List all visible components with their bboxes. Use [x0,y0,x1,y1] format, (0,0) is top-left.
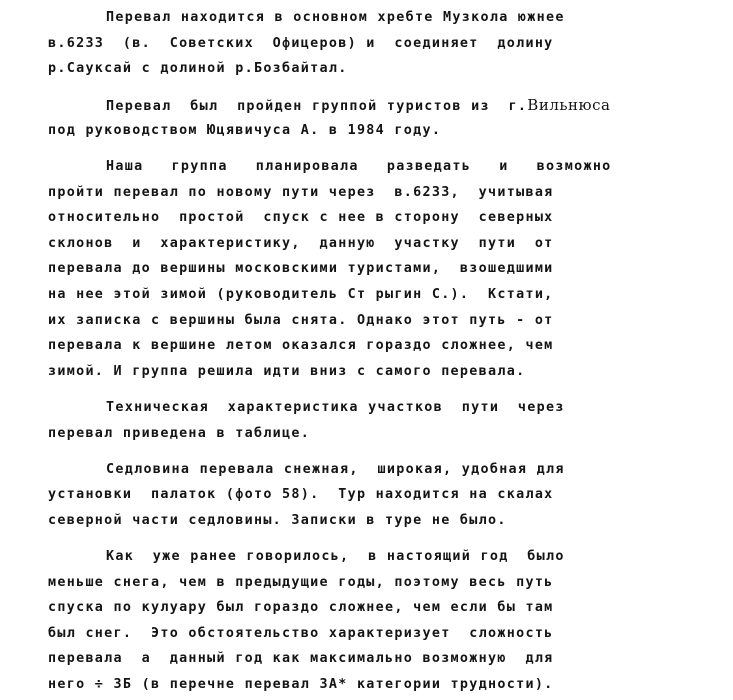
line-text: склонов и характеристику, данную участку пути от [48,235,554,251]
line-text: в.6233 (в. Советских Офицеров) и соединяет долину [48,35,554,51]
line-text: северной части седловины. Записки в туре не было. [48,512,507,528]
text-line [48,308,733,334]
text-line [48,595,733,621]
text-line [48,118,733,144]
text-line [106,395,733,421]
text-line [48,31,733,57]
line-text: под руководством Юцявичуса А. в 1984 году. [48,122,442,138]
text-line [48,56,733,82]
line-text: меньше снега, чем в предыдущие годы, поэтому весь путь [48,574,554,590]
line-text: перевал приведена в таблице. [48,425,311,441]
text-line [48,180,733,206]
text-line [48,282,733,308]
line-text: их записка с вершины была снята. Однако этот путь - от [48,312,554,328]
line-text: пройти перевал по новому пути через в.6233, учитывая [48,184,554,200]
line-text: был снег. Это обстоятельство характеризует сложность [48,625,554,641]
text-line [48,508,733,534]
text-line [106,457,733,483]
text-line [48,672,733,698]
text-line [48,359,733,385]
line-text: Перевал был пройден группой туристов из г. [106,99,528,115]
text-line [48,231,733,257]
text-line [106,154,733,180]
line-text: него ÷ 3Б (в перечне перевал 3А* категории трудности). [48,676,554,692]
text-line [48,482,733,508]
line-text: на нее этой зимой (руководитель Ст рыгин С.). Кстати, [48,287,554,302]
text-line [48,621,733,647]
text-line [48,256,733,282]
line-text: Седловина перевала снежная, широкая, удобная для [106,461,565,477]
text-line [48,646,733,672]
line-text: относительно простой спуск с нее в сторону северных [48,210,554,226]
line-text: перевала до вершины московскими туристами, взошедшими [48,261,554,277]
text-line [106,5,733,31]
handwritten-insert: Вильнюса [527,96,611,115]
line-text: р.Сауксай с долиной р.Бозбайтал. [48,61,348,77]
line-text: перевала а данный год как максимально возможную для [48,651,554,667]
line-text: зимой. И группа решила идти вниз с самого перевала. [48,363,526,379]
line-text: перевала к вершине летом оказался гораздо сложнее, чем [48,338,554,354]
text-line [48,570,733,596]
line-text: Перевал находится в основном хребте Музкола южнее [106,10,565,25]
text-line [106,92,733,118]
line-text: Как уже ранее говорилось, в настоящий год было [106,548,565,564]
line-text: Наша группа планировала разведать и возможно [106,159,612,174]
text-line [48,333,733,359]
line-text: спуска по кулуару был гораздо сложнее, чем если бы там [48,600,554,616]
text-line [48,421,733,447]
line-text: установки палаток (фото 58). Тур находится на скалах [48,487,554,503]
line-text: Техническая характеристика участков пути через [106,399,565,415]
text-line [106,544,733,570]
text-line [48,205,733,231]
